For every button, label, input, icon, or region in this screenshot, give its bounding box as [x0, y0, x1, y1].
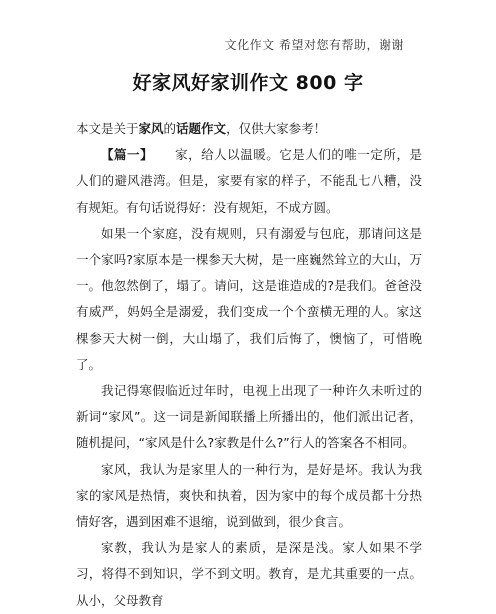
paragraph-3: 我记得寒假临近过年时，电视上出现了一种许久未听过的新词“家风”。这一词是新闻联播上所播出的，他们派出记者，随机提问，“家风是什么?家教是什么?”行人的答案各不相同。: [76, 383, 422, 451]
intro-suffix: ，仅供大家参考！: [226, 121, 327, 136]
article-body: [76, 116, 422, 614]
intro-mid: 的: [163, 121, 177, 136]
paragraph-1-text: 家，给人以温暖。它是人们的唯一定所，是人们的避风港湾。但是，家要有家的样子，不能乱七八糟，没有规矩。有句话说得好：没有规矩，不成方圆。: [76, 147, 422, 215]
intro-keyword-topic: 话题作文: [176, 121, 227, 136]
header-note: 文化作文 希望对您有帮助，谢谢: [224, 38, 404, 52]
intro-prefix: 本文是关于: [76, 121, 139, 136]
paragraph-2: 如果一个家庭，没有规则，只有溺爱与包庇，那请问这是一个家吗?家原本是一棵参天大树，是一座巍然耸立的大山，万一。他忽然倒了，塌了。请问，这是谁造成的?是我们。爸爸没有威严，妈妈全是溺爱，我们变成一个个蛮横无理的人。家这棵参天大树一倒，大山塌了，我们后悔了，懊恼了，可惜晚了。: [76, 225, 422, 372]
intro-paragraph: [76, 116, 422, 142]
paragraph-1: [76, 142, 422, 221]
section-label: 【篇一】: [101, 147, 154, 163]
paragraph-5: 家教，我认为是家人的素质，是深是浅。家人如果不学习，将得不到知识，学不到文明。教育，是尤其重要的一点。从小，父母教育: [76, 540, 422, 608]
intro-keyword-jiafeng: 家风: [138, 121, 164, 136]
paragraph-4: 家风，我认为是家里人的一种行为，是好是坏。我认为我家的家风是热情，爽快和执着，因为家中的每个成员都十分热情好客，遇到困难不退缩，说到做到，很少食言。: [76, 461, 422, 530]
page-title: 好家风好家训作文 800 字: [132, 72, 364, 94]
